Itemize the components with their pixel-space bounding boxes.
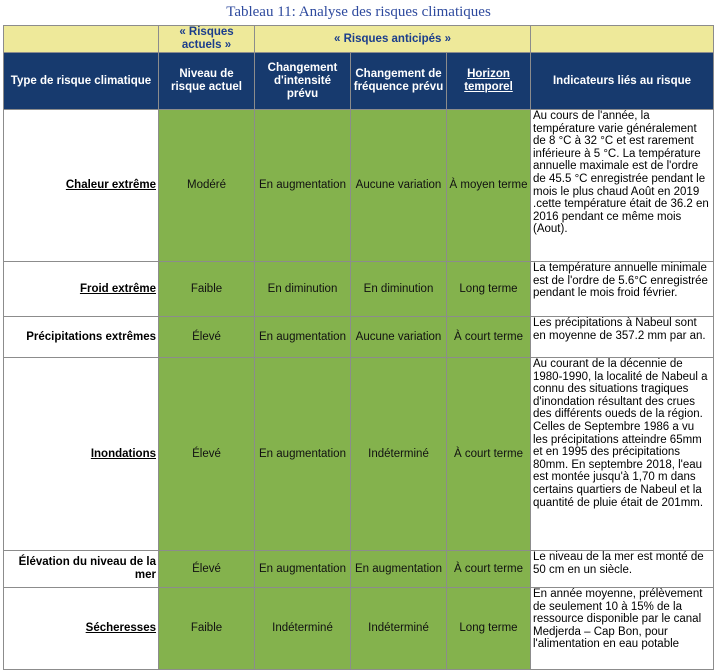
- horizon-cell: Long terme: [447, 262, 531, 317]
- horizon-cell: À moyen terme: [447, 110, 531, 262]
- indicateurs-cell: Les précipitations à Nabeul sont en moyenne de 357.2 mm par an.: [531, 317, 714, 358]
- horizon-cell: À court terme: [447, 317, 531, 358]
- horizon-cell: À court terme: [447, 551, 531, 588]
- table-row: [4, 588, 714, 670]
- risk-type-label: Élévation du niveau de la mer: [18, 556, 156, 581]
- table-row: [4, 358, 714, 551]
- risk-type-label: Sécheresses: [85, 622, 156, 634]
- table-caption: Tableau 11: Analyse des risques climatiques: [226, 4, 491, 20]
- niveau-cell: Faible: [159, 262, 255, 317]
- intensite-cell: En augmentation: [255, 317, 351, 358]
- niveau-cell: Modéré: [159, 110, 255, 262]
- risk-type-label: Inondations: [90, 447, 156, 460]
- risk-type-cell: [4, 588, 159, 670]
- horizon-cell: Long terme: [447, 588, 531, 670]
- table-row: [4, 262, 714, 317]
- group-header-row: [4, 26, 714, 53]
- risk-type-label: Précipitations extrêmes: [26, 330, 156, 343]
- table-row: [4, 317, 714, 358]
- climate-risk-table: [3, 25, 714, 670]
- niveau-cell: Élevé: [159, 358, 255, 551]
- risk-type-cell: [4, 551, 159, 588]
- column-header-type: Type de risque climatique: [4, 53, 159, 110]
- table-row: [4, 551, 714, 588]
- niveau-cell: Faible: [159, 588, 255, 670]
- risk-type-cell: [4, 317, 159, 358]
- intensite-cell: Indéterminé: [255, 588, 351, 670]
- group-header-anticipes: « Risques anticipés »: [255, 26, 531, 53]
- frequence-cell: Indéterminé: [351, 358, 447, 551]
- indicateurs-cell: Au cours de l'année, la température varie généralement de 8 °C à 32 °C et est rarement inférieure à 5 °C. La température annuelle maximale est de l'ordre de 45.5 °C enregistrée pendant le mois le plus chaud Août en 2019 .cette température était de 36.2 en 2016 pendant ce même mois (Aout).: [531, 110, 714, 262]
- column-header-intensite: Changement d'intensité prévu: [255, 53, 351, 110]
- column-header-frequence: Changement de fréquence prévu: [351, 53, 447, 110]
- column-header-indicateurs: Indicateurs liés au risque: [531, 53, 714, 110]
- intensite-cell: En diminution: [255, 262, 351, 317]
- column-header-horizon: [447, 53, 531, 110]
- indicateurs-cell: Le niveau de la mer est monté de 50 cm en un siècle.: [531, 551, 714, 588]
- risk-type-cell: [4, 358, 159, 551]
- horizon-cell: À court terme: [447, 358, 531, 551]
- column-header-niveau: Niveau de risque actuel: [159, 53, 255, 110]
- table-row: [4, 110, 714, 262]
- risk-type-label: Chaleur extrême: [65, 179, 156, 191]
- niveau-cell: Élevé: [159, 551, 255, 588]
- niveau-cell: Élevé: [159, 317, 255, 358]
- frequence-cell: En diminution: [351, 262, 447, 317]
- intensite-cell: En augmentation: [255, 358, 351, 551]
- group-header-actuels: « Risques actuels »: [159, 26, 255, 53]
- indicateurs-cell: La température annuelle minimale est de l'ordre de 5.6°C enregistrée pendant le mois froid février.: [531, 262, 714, 317]
- risk-type-cell: [4, 262, 159, 317]
- group-header-empty-cell: [531, 26, 714, 53]
- frequence-cell: Aucune variation: [351, 317, 447, 358]
- frequence-cell: Indéterminé: [351, 588, 447, 670]
- indicateurs-cell: Au courant de la décennie de 1980-1990, la localité de Nabeul a connu des situations tragiques d'inondation résultant des crues des différents oueds de la région. Celles de Septembre 1986 a vu les précipitations atteindre 65mm et en 1995 des précipitations 80mm. En septembre 2018, l'eau est montée jusqu'à 1,70 m dans certains quartiers de Nabeul et la quantité de pluie était de 201mm.: [531, 358, 714, 551]
- risk-type-label: Froid extrême: [79, 282, 156, 295]
- frequence-cell: En augmentation: [351, 551, 447, 588]
- intensite-cell: En augmentation: [255, 551, 351, 588]
- column-header-horizon-label: Horizon temporel: [464, 68, 513, 93]
- indicateurs-cell: En année moyenne, prélèvement de seulement 10 à 15% de la ressource disponible par le canal Medjerda – Cap Bon, pour l'alimentation en eau potable: [531, 588, 714, 670]
- frequence-cell: Aucune variation: [351, 110, 447, 262]
- risk-type-cell: [4, 110, 159, 262]
- column-header-row: [4, 53, 714, 110]
- group-header-empty-cell: [4, 26, 159, 53]
- intensite-cell: En augmentation: [255, 110, 351, 262]
